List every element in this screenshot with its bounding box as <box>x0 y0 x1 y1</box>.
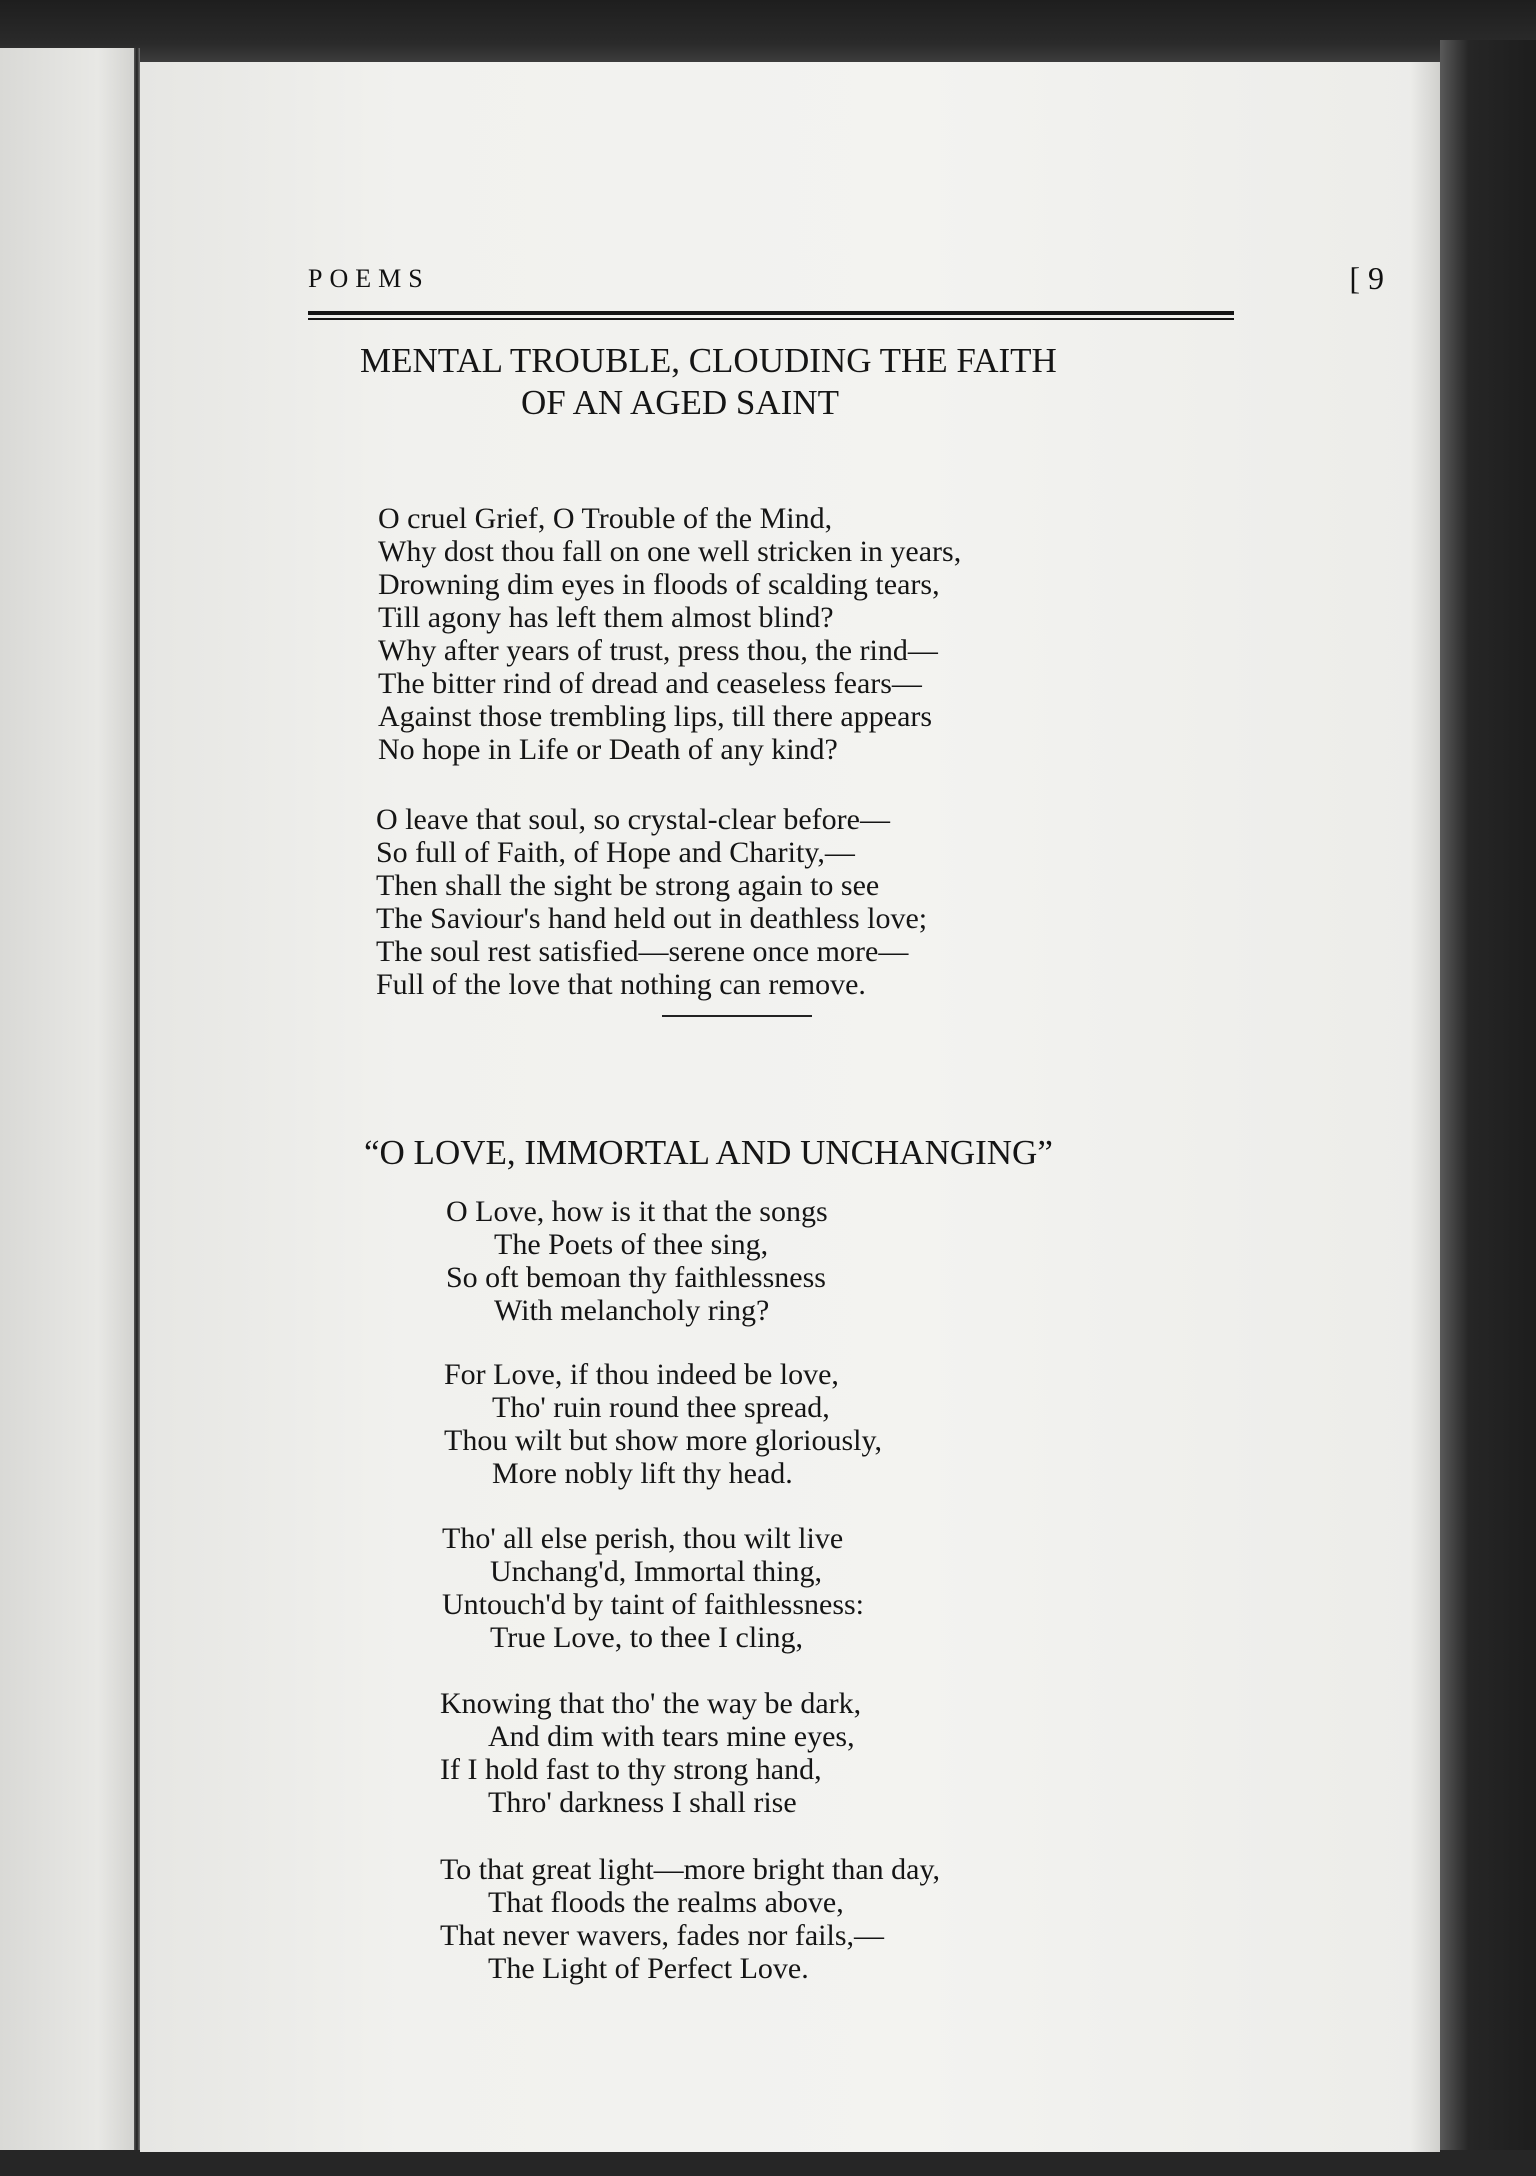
poem-line: Full of the love that nothing can remove. <box>376 968 866 1001</box>
poem-line: More nobly lift thy head. <box>492 1457 793 1490</box>
poem-line: Then shall the sight be strong again to see <box>376 869 880 902</box>
poem2-stanza-5 <box>440 1853 940 1985</box>
poem-line: O leave that soul, so crystal-clear before— <box>376 803 890 836</box>
poem1-stanza-2 <box>376 803 927 1001</box>
poem1-title-line: MENTAL TROUBLE, CLOUDING THE FAITH <box>360 341 1057 380</box>
poem-line: The soul rest satisfied—serene once more— <box>376 935 909 968</box>
poem-line: The Saviour's hand held out in deathless love; <box>376 902 928 935</box>
poem-line: The Light of Perfect Love. <box>488 1952 809 1985</box>
poem2-stanza-4 <box>440 1687 861 1819</box>
poem-line: So full of Faith, of Hope and Charity,— <box>376 836 855 869</box>
poem2-stanza-1 <box>446 1195 828 1327</box>
poem-line: The Poets of thee sing, <box>494 1228 769 1261</box>
poem-line: True Love, to thee I cling, <box>490 1621 803 1654</box>
right-scan-edge <box>1440 40 1536 2176</box>
running-head <box>308 260 1386 308</box>
poem-line: To that great light—more bright than day, <box>440 1853 940 1886</box>
running-title: POEMS <box>308 264 430 293</box>
top-shadow <box>0 0 1536 62</box>
poem-line: O cruel Grief, O Trouble of the Mind, <box>378 502 833 535</box>
bottom-shadow <box>0 2150 1536 2176</box>
header-rule-thick <box>308 311 1234 315</box>
poem-line: Till agony has left them almost blind? <box>378 601 834 634</box>
poem-divider <box>662 1015 812 1017</box>
poem1-stanza-1 <box>378 502 961 766</box>
poem-line: Tho' ruin round thee spread, <box>492 1391 830 1424</box>
poem-line: Unchang'd, Immortal thing, <box>490 1555 823 1588</box>
poem-line: Why after years of trust, press thou, the rind— <box>378 634 938 667</box>
poem-line: Tho' all else perish, thou wilt live <box>442 1522 844 1555</box>
poem-line: The bitter rind of dread and ceaseless fears— <box>378 667 922 700</box>
poem1-title <box>360 340 1057 424</box>
poem2-title: “O LOVE, IMMORTAL AND UNCHANGING” <box>364 1133 1053 1172</box>
book-page <box>140 62 1440 2152</box>
poem-line: That floods the realms above, <box>488 1886 844 1919</box>
poem-line: Knowing that tho' the way be dark, <box>440 1687 862 1720</box>
poem-line: Thou wilt but show more gloriously, <box>444 1424 883 1457</box>
poem-line: Against those trembling lips, till there appears <box>378 700 933 733</box>
poem-line: For Love, if thou indeed be love, <box>444 1358 839 1391</box>
header-rule-thin <box>308 318 1234 320</box>
poem2-stanza-3 <box>442 1522 864 1654</box>
poem-line: If I hold fast to thy strong hand, <box>440 1753 822 1786</box>
poem-line: So oft bemoan thy faithlessness <box>446 1261 826 1294</box>
poem1-title-line: OF AN AGED SAINT <box>521 383 839 422</box>
poem-line: Untouch'd by taint of faithlessness: <box>442 1588 865 1621</box>
poem-line: O Love, how is it that the songs <box>446 1195 828 1228</box>
poem-line: Why dost thou fall on one well stricken in years, <box>378 535 962 568</box>
poem-line: And dim with tears mine eyes, <box>488 1720 855 1753</box>
poem2-stanza-2 <box>444 1358 882 1490</box>
poem-line: Drowning dim eyes in floods of scalding tears, <box>378 568 940 601</box>
poem-line: With melancholy ring? <box>494 1294 770 1327</box>
page-number: [ 9 <box>1349 260 1384 296</box>
poem-line: No hope in Life or Death of any kind? <box>378 733 838 766</box>
poem-line: That never wavers, fades nor fails,— <box>440 1919 884 1952</box>
facing-page-edge <box>0 48 140 2158</box>
poem-line: Thro' darkness I shall rise <box>488 1786 797 1819</box>
